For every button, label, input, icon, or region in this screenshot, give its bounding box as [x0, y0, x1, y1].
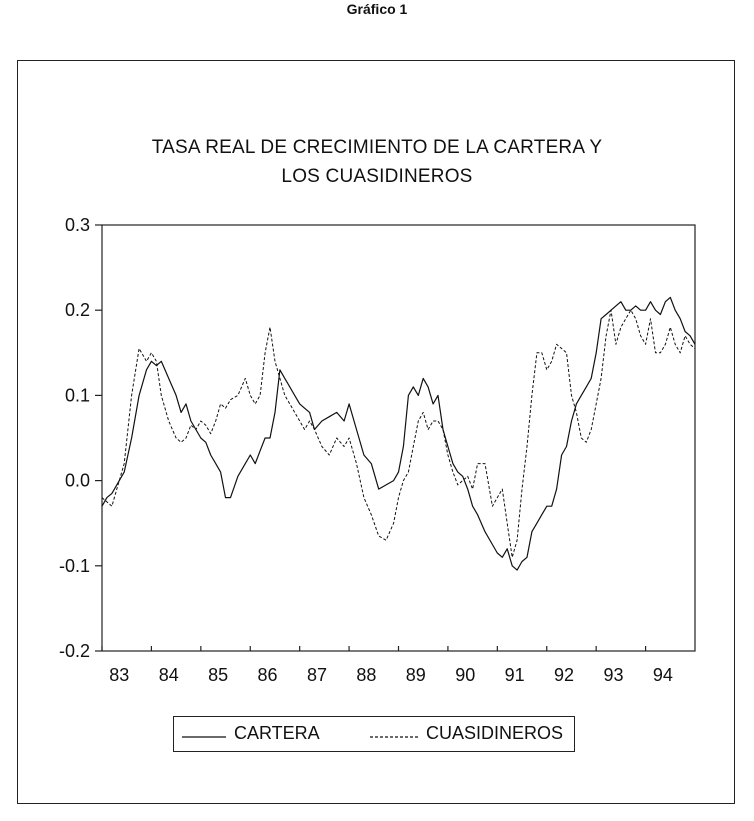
- series-layer: [102, 297, 695, 570]
- chart-title-line-2: LOS CUASIDINEROS: [281, 166, 473, 187]
- x-tick-label: 90: [455, 665, 476, 685]
- x-tick-label: 88: [356, 665, 377, 685]
- x-tick-label: 92: [554, 665, 575, 685]
- x-tick-label: 93: [603, 665, 624, 685]
- y-tick-label: 0.1: [64, 385, 90, 406]
- y-tick-label: 0.3: [64, 215, 90, 235]
- y-tick-label: -0.1: [58, 555, 90, 576]
- legend-label-cartera: CARTERA: [234, 723, 320, 743]
- x-tick-label: 84: [158, 665, 179, 685]
- x-tick-label: 91: [504, 665, 525, 685]
- plot-area: [102, 225, 695, 651]
- x-tick-label: 85: [208, 665, 229, 685]
- series-line-cartera: [102, 297, 695, 570]
- chart-frame: [17, 60, 735, 804]
- y-axis: [59, 215, 102, 661]
- x-tick-label: 89: [405, 665, 426, 685]
- y-tick-label: 0.2: [64, 300, 90, 321]
- page-heading: Gráfico 1: [346, 1, 408, 17]
- line-chart: [18, 61, 734, 803]
- chart-title-line-1: TASA REAL DE CRECIMIENTO DE LA CARTERA Y: [151, 137, 603, 158]
- legend-swatch-cuasidineros: [370, 736, 420, 738]
- x-axis: [102, 646, 673, 685]
- x-tick-label: 87: [306, 665, 327, 685]
- legend-label-cuasidineros: CUASIDINEROS: [426, 723, 564, 743]
- x-tick-label: 86: [257, 665, 278, 685]
- y-tick-label: -0.2: [58, 641, 90, 661]
- series-line-cuasidineros: [102, 310, 695, 557]
- y-tick-label: 0.0: [64, 470, 90, 491]
- x-tick-label: 94: [652, 665, 673, 685]
- legend: [173, 716, 575, 752]
- x-tick-label: 83: [109, 665, 130, 685]
- legend-swatch-cartera: [182, 736, 226, 738]
